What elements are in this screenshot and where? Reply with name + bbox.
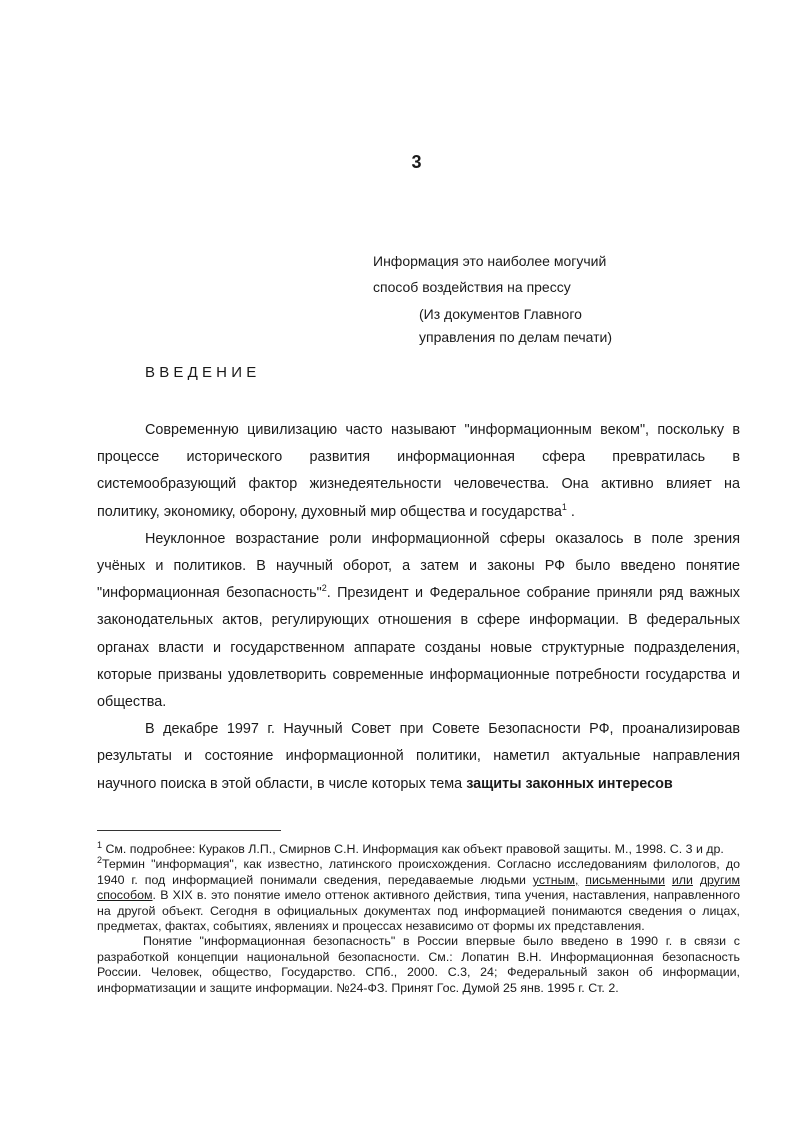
footnote-text: . В XIX в. это понятие имело оттенок активного действия, типа учения, наставления, направленного на другой объект. Сегодня в официальных документах под информацией понимаются сведения о лицах, предметах, фактах, событиях, явлениях и процессах независимо от формы их представления.	[97, 888, 740, 934]
epigraph	[373, 248, 753, 349]
paragraph-text: . Президент и Федеральное собрание приняли ряд важных законодательных актов, регулирующих отношения в сфере информации. В федеральных органах власти и государственном аппарате созданы новые структурные подразделения, которые призваны удовлетворить современные информационные потребности государства и общества.	[97, 585, 740, 711]
footnotes	[97, 839, 740, 996]
page-number: 3	[411, 152, 422, 172]
underlined-word: устным,	[532, 872, 579, 887]
underlined-word: письменными	[585, 872, 666, 887]
epigraph-source	[373, 303, 753, 349]
paragraph	[97, 716, 740, 798]
footnote-3: Понятие "информационная безопасность" в России впервые было введено в 1990 г. в связи с разработкой концепции национальной безопасности. См.: Лопатин В.Н. Информационная безопасность России. Человек, общество, Государство. СПб., 2000. С.3, 24; Федеральный закон об информации, информатизации и защите информации. №24-ФЗ. Принят Гос. Думой 25 янв. 1995 г. Ст. 2.	[97, 934, 740, 995]
footnote-text: Термин "информация", как известно, латинского происхождения. Согласно исследованиям филологов, до 1940 г. под информацией понимали сведения, передаваемые людьми	[97, 857, 740, 887]
paragraph-text: Современную цивилизацию часто называют "информационным веком", поскольку в процессе исторического развития информационная сфера превратилась в системообразующий фактор жизнедеятельности человечества. Она активно влияет на политику, экономику, оборону, духовный мир общества и государства	[97, 422, 740, 520]
paragraph	[97, 417, 740, 526]
footnote-text: См. подробнее: Кураков Л.П., Смирнов С.Н. Информация как объект правовой защиты. М., 1998. С. 3 и др.	[102, 842, 724, 856]
epigraph-line: Информация это наиболее могучий	[373, 253, 607, 269]
footnote-mark: 2	[97, 855, 103, 866]
footnote-mark: 1	[97, 839, 103, 850]
body-text	[97, 417, 740, 798]
underlined-word: способом	[97, 888, 153, 903]
footnote-1	[97, 839, 740, 857]
paragraph-text: В декабре 1997 г. Научный Совет при Совете Безопасности РФ, проанализировав результаты и состояние информационной политики, наметил актуальные направления научного поиска в этой области, в числе которых тема	[97, 721, 740, 792]
footnote-divider	[97, 830, 281, 831]
section-heading: ВВЕДЕНИЕ	[145, 364, 261, 381]
footnote-2	[97, 857, 740, 934]
underlined-word: или	[671, 872, 693, 887]
footnote-ref: 2	[321, 583, 327, 594]
footnote-ref: 1	[561, 501, 567, 512]
paragraph-text: Неуклонное возрастание роли информационной сферы оказалось в поле зрения учёных и политиков. В научный оборот, а затем и законы РФ было введено понятие "информационная безопасность"	[97, 530, 740, 602]
bold-phrase: защиты законных интересов	[466, 775, 673, 792]
underlined-word: другим	[699, 872, 740, 887]
epigraph-source-line: управления по делам печати)	[419, 329, 613, 345]
space	[665, 873, 672, 887]
space	[693, 873, 700, 887]
epigraph-line: способ воздействия на прессу	[373, 279, 571, 295]
epigraph-source-line: (Из документов Главного	[419, 306, 582, 322]
paragraph-text: .	[566, 503, 575, 520]
paragraph	[97, 526, 740, 716]
